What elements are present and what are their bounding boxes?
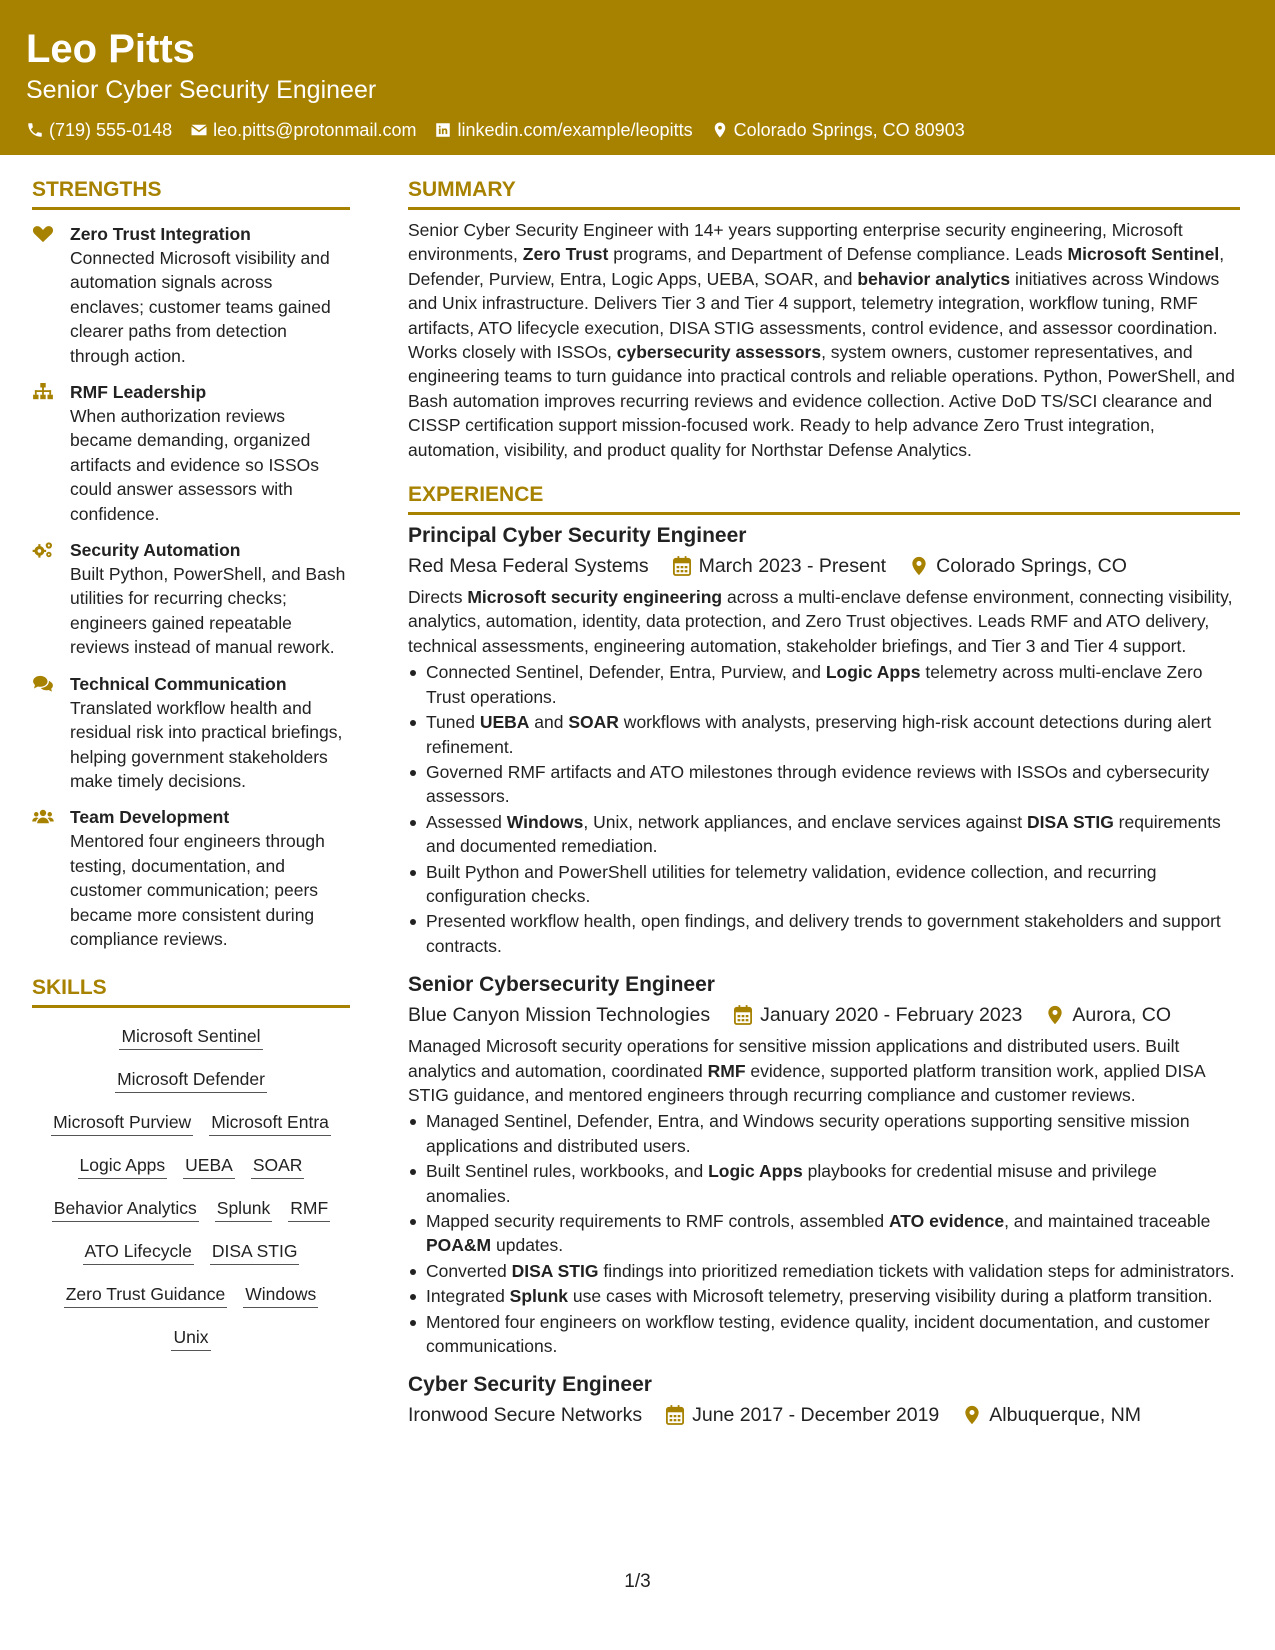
bullet-item bbox=[408, 1259, 1240, 1283]
skills-row bbox=[64, 1282, 319, 1308]
skill-tag: SOAR bbox=[251, 1153, 305, 1179]
chat-icon bbox=[32, 675, 54, 693]
location-text: Colorado Springs, CO 80903 bbox=[733, 120, 965, 140]
skill-tag: Microsoft Entra bbox=[209, 1110, 331, 1136]
skill-tag: Zero Trust Guidance bbox=[64, 1282, 228, 1308]
email-link[interactable]: leo.pitts@protonmail.com bbox=[213, 120, 417, 140]
text-run: telemetry across multi-enclave Zero Trust operations. bbox=[426, 662, 1203, 707]
candidate-role: Senior Cyber Security Engineer bbox=[26, 76, 377, 104]
text-run: workflows with analysts, preserving high-risk account detections during alert refinement. bbox=[426, 712, 1212, 757]
strength-title: Team Development bbox=[70, 807, 230, 828]
heart-icon bbox=[32, 225, 54, 243]
text-run: , system owners, customer representatives, and engineering teams to turn guidance into practical controls and reliable operations. Python, PowerShell, and Bash automation improves recurring reviews and evidence collection. Active DoD TS/SCI clearance and CISSP certification support mission-focused work. Ready to help advance Zero Trust integration, automation, visibility, and product quality for Northstar Defense Analytics. bbox=[408, 342, 1235, 460]
job-entry bbox=[408, 970, 1240, 1358]
bullet-item bbox=[408, 909, 1240, 958]
strength-item bbox=[32, 380, 350, 526]
map-pin-icon bbox=[711, 121, 729, 139]
text-run: Integrated bbox=[426, 1286, 510, 1307]
text-run: , and maintained traceable bbox=[1004, 1211, 1211, 1231]
bold-phrase: POA&M bbox=[426, 1235, 492, 1256]
skill-tag: Logic Apps bbox=[78, 1153, 168, 1179]
job-company: Ironwood Secure Networks bbox=[408, 1404, 643, 1427]
skill-tag: Microsoft Sentinel bbox=[119, 1024, 262, 1050]
text-run: Connected Sentinel, Defender, Entra, Purview, and bbox=[426, 662, 826, 683]
text-run: playbooks for credential misuse and privilege anomalies. bbox=[426, 1161, 1157, 1206]
text-run: Built Python and PowerShell utilities for telemetry validation, evidence collection, and recurring configuration checks. bbox=[426, 861, 1157, 906]
text-run: initiatives across Windows and Unix infrastructure. Delivers Tier 3 and Tier 4 support, telemetry integration, workflow tuning, RMF artifacts, ATO lifecycle execution, DISA STIG assessments, control evidence, and assessor coordination. Works closely with ISSOs, bbox=[408, 268, 1220, 363]
bold-phrase: behavior analytics bbox=[857, 268, 1011, 289]
text-run: Converted bbox=[426, 1260, 512, 1281]
strength-text: Mentored four engineers through testing, documentation, and customer communication; peers became more consistent during compliance reviews. bbox=[70, 831, 325, 949]
experience-heading: EXPERIENCE bbox=[408, 480, 1240, 515]
summary-heading: SUMMARY bbox=[408, 175, 1240, 210]
skill-tag: UEBA bbox=[183, 1153, 235, 1179]
strength-text: When authorization reviews became demanding, organized artifacts and evidence so ISSOs could answer assessors with confidence. bbox=[70, 406, 320, 524]
left-column bbox=[32, 175, 350, 1351]
contact-linkedin[interactable] bbox=[434, 118, 692, 142]
right-column bbox=[408, 175, 1240, 1430]
skills-row bbox=[83, 1239, 300, 1265]
experience-list bbox=[408, 521, 1240, 1430]
bold-phrase: RMF bbox=[707, 1060, 746, 1081]
job-location: Colorado Springs, CO bbox=[936, 555, 1127, 578]
candidate-name: Leo Pitts bbox=[26, 27, 195, 71]
skills-row bbox=[51, 1110, 331, 1136]
bold-phrase: Logic Apps bbox=[708, 1161, 803, 1182]
strength-text: Connected Microsoft visibility and automation signals across enclaves; customer teams gained clearer paths from detection through action. bbox=[70, 248, 331, 366]
job-dates: June 2017 - December 2019 bbox=[692, 1404, 940, 1427]
bullet-item bbox=[408, 810, 1240, 859]
contact-bar bbox=[26, 118, 1249, 142]
skill-tag: Behavior Analytics bbox=[52, 1196, 199, 1222]
map-pin-icon bbox=[1046, 1005, 1064, 1025]
bullet-item bbox=[408, 1310, 1240, 1359]
bullet-item bbox=[408, 1284, 1240, 1308]
skills-row bbox=[115, 1067, 267, 1093]
phone-icon bbox=[26, 121, 44, 139]
strength-title: RMF Leadership bbox=[70, 382, 207, 403]
bold-phrase: DISA STIG bbox=[511, 1260, 599, 1281]
bullet-item bbox=[408, 710, 1240, 759]
bold-phrase: DISA STIG bbox=[1026, 811, 1114, 832]
text-run: Managed Microsoft security operations for sensitive mission applications and distributed users. Built analytics and automation, coordinated bbox=[408, 1036, 1180, 1081]
bold-phrase: Microsoft Sentinel bbox=[1067, 244, 1220, 265]
job-location: Albuquerque, NM bbox=[989, 1404, 1142, 1427]
text-run: Senior Cyber Security Engineer with 14+ years supporting enterprise security engineering, Microsoft environments, bbox=[408, 220, 1183, 265]
job-bullets bbox=[408, 1109, 1240, 1358]
page-number: 1/3 bbox=[624, 1571, 651, 1592]
job-company: Blue Canyon Mission Technologies bbox=[408, 1004, 711, 1027]
skills-row bbox=[52, 1196, 330, 1222]
job-meta bbox=[408, 551, 1240, 581]
text-run: Managed Sentinel, Defender, Entra, and Windows security operations supporting sensitive mission applications and distributed users. bbox=[426, 1111, 1190, 1156]
strength-item bbox=[32, 538, 350, 660]
bullet-item bbox=[408, 1209, 1240, 1258]
job-dates: January 2020 - February 2023 bbox=[760, 1004, 1023, 1027]
job-meta bbox=[408, 1400, 1240, 1430]
job-description bbox=[408, 1034, 1240, 1107]
phone-text: (719) 555-0148 bbox=[49, 120, 173, 140]
skills-row bbox=[119, 1024, 262, 1050]
job-title: Cyber Security Engineer bbox=[408, 1373, 652, 1397]
bold-phrase: Splunk bbox=[509, 1286, 569, 1307]
bold-phrase: cybersecurity assessors bbox=[616, 342, 822, 363]
strength-title: Security Automation bbox=[70, 540, 241, 561]
bold-phrase: Zero Trust bbox=[522, 244, 609, 265]
skill-tag: Microsoft Purview bbox=[51, 1110, 193, 1136]
skill-tag: RMF bbox=[288, 1196, 330, 1222]
strength-title: Technical Communication bbox=[70, 673, 287, 694]
skills-row bbox=[78, 1153, 305, 1179]
contact-location bbox=[711, 118, 965, 142]
strength-item bbox=[32, 805, 350, 951]
text-run: , Defender, Purview, Entra, Logic Apps, UEBA, SOAR, and bbox=[408, 244, 1225, 289]
text-run: Mapped security requirements to RMF controls, assembled bbox=[426, 1211, 889, 1231]
strength-item bbox=[32, 222, 350, 368]
text-run: Presented workflow health, open findings, and delivery trends to government stakeholders and support contracts. bbox=[426, 911, 1221, 956]
text-run: Governed RMF artifacts and ATO milestones through evidence reviews with ISSOs and cybersecurity assessors. bbox=[426, 761, 1210, 807]
text-run: and bbox=[529, 712, 569, 733]
skills-row bbox=[171, 1325, 210, 1351]
job-entry bbox=[408, 1370, 1240, 1430]
text-run: findings into prioritized remediation tickets with validation steps for administrators. bbox=[598, 1260, 1235, 1281]
bold-phrase: UEBA bbox=[479, 712, 530, 733]
strength-text: Translated workflow health and residual risk into practical briefings, helping government stakeholders make timely decisions. bbox=[70, 697, 343, 791]
envelope-icon bbox=[190, 121, 208, 139]
skills-list bbox=[32, 1024, 350, 1351]
skill-tag: Microsoft Defender bbox=[115, 1067, 267, 1093]
bullet-item bbox=[408, 860, 1240, 909]
job-company: Red Mesa Federal Systems bbox=[408, 555, 649, 578]
calendar-icon bbox=[673, 556, 691, 576]
job-title: Principal Cyber Security Engineer bbox=[408, 524, 747, 548]
skill-tag: DISA STIG bbox=[210, 1239, 300, 1265]
contact-email[interactable] bbox=[190, 118, 416, 142]
bold-phrase: SOAR bbox=[568, 712, 619, 733]
linkedin-icon bbox=[434, 121, 452, 139]
strength-item bbox=[32, 672, 350, 794]
skill-tag: Unix bbox=[171, 1325, 210, 1351]
bullet-item bbox=[408, 1159, 1240, 1208]
bold-phrase: Microsoft security engineering bbox=[467, 587, 723, 608]
strengths-heading: STRENGTHS bbox=[32, 175, 350, 210]
bold-phrase: Logic Apps bbox=[825, 662, 921, 683]
text-run: Built Sentinel rules, workbooks, and bbox=[426, 1161, 709, 1182]
text-run: across a multi-enclave defense environment, connecting visibility, analytics, automation, identity, data protection, and Zero Trust objectives. Leads RMF and ATO delivery, technical assessments, engineering automation, stakeholder briefings, and Tier 3 and Tier 4 support. bbox=[408, 587, 1233, 656]
map-pin-icon bbox=[910, 556, 928, 576]
calendar-icon bbox=[734, 1005, 752, 1025]
text-run: Tuned bbox=[426, 712, 480, 733]
text-run: programs, and Department of Defense compliance. Leads bbox=[608, 244, 1068, 265]
text-run: updates. bbox=[491, 1235, 564, 1256]
job-entry bbox=[408, 521, 1240, 958]
text-run: evidence, supported platform transition work, applied DISA STIG guidance, and mentored engineers through recurring compliance and customer reviews. bbox=[408, 1060, 1205, 1105]
job-title: Senior Cybersecurity Engineer bbox=[408, 973, 715, 997]
job-description bbox=[408, 585, 1240, 658]
bold-phrase: Windows bbox=[506, 811, 584, 832]
team-icon bbox=[32, 808, 54, 826]
bold-phrase: ATO evidence bbox=[888, 1211, 1005, 1231]
linkedin-link[interactable]: linkedin.com/example/leopitts bbox=[457, 120, 693, 140]
job-meta bbox=[408, 1000, 1240, 1030]
job-location: Aurora, CO bbox=[1072, 1004, 1172, 1027]
gears-icon bbox=[32, 541, 54, 559]
job-dates: March 2023 - Present bbox=[698, 555, 887, 578]
resume-header bbox=[0, 0, 1275, 155]
bullet-item bbox=[408, 1109, 1240, 1158]
skills-heading: SKILLS bbox=[32, 973, 350, 1008]
skill-tag: Windows bbox=[243, 1282, 318, 1308]
text-run: Assessed bbox=[426, 811, 507, 832]
strength-title: Zero Trust Integration bbox=[70, 224, 251, 244]
calendar-icon bbox=[666, 1405, 684, 1425]
text-run: Directs bbox=[408, 587, 468, 608]
skill-tag: Splunk bbox=[215, 1196, 273, 1222]
map-pin-icon bbox=[963, 1405, 981, 1425]
contact-phone bbox=[26, 118, 172, 142]
summary-text bbox=[408, 218, 1240, 462]
text-run: requirements and documented remediation. bbox=[426, 811, 1221, 857]
job-bullets bbox=[408, 660, 1240, 958]
strength-text: Built Python, PowerShell, and Bash utilities for recurring checks; engineers gained repeatable reviews instead of manual rework. bbox=[70, 564, 346, 658]
text-run: use cases with Microsoft telemetry, preserving visibility during a platform transition. bbox=[568, 1286, 1213, 1307]
text-run: Mentored four engineers on workflow testing, evidence quality, incident documentation, and customer communications. bbox=[426, 1311, 1210, 1357]
bullet-item bbox=[408, 760, 1240, 809]
skill-tag: ATO Lifecycle bbox=[83, 1239, 194, 1265]
text-run: , Unix, network appliances, and enclave services against bbox=[583, 811, 1027, 832]
bullet-item bbox=[408, 660, 1240, 709]
hierarchy-icon bbox=[32, 383, 54, 401]
